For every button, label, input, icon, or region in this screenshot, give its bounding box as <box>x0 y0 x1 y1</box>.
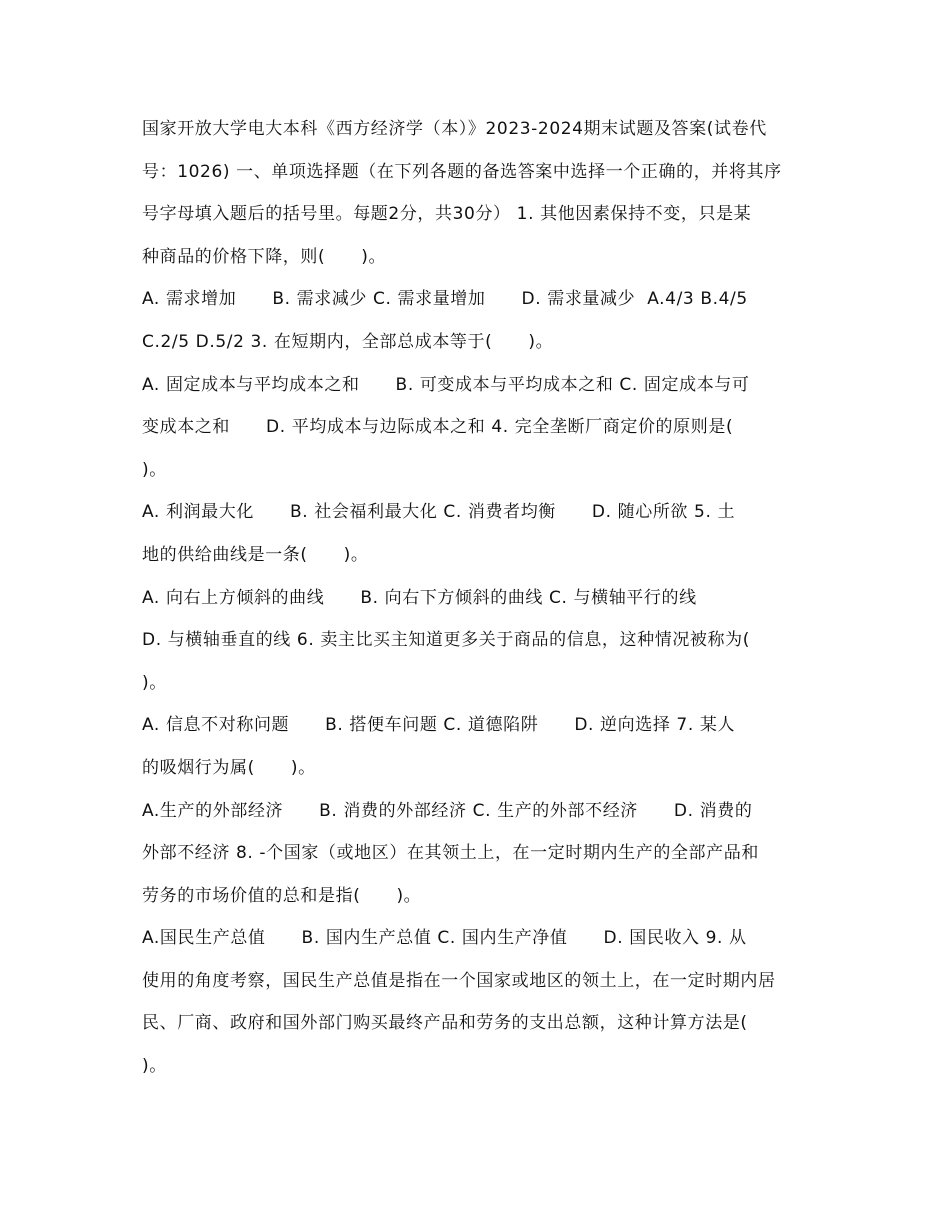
text-line: 号：1026) 一、单项选择题（在下列各题的备选答案中选择一个正确的，并将其序 <box>142 161 782 182</box>
text-line: )。 <box>142 672 167 693</box>
text-line: C.2/5 D.5/2 3. 在短期内，全部总成本等于( )。 <box>142 331 554 352</box>
document-body <box>142 108 814 1088</box>
text-line: )。 <box>142 1056 167 1077</box>
text-line: A. 向右上方倾斜的曲线 B. 向右下方倾斜的曲线 C. 与横轴平行的线 <box>142 587 697 608</box>
text-line: A.国民生产总值 B. 国内生产总值 C. 国内生产净值 D. 国民收入 9. 从 <box>142 928 747 949</box>
text-line: A. 信息不对称问题 B. 搭便车问题 C. 道德陷阱 D. 逆向选择 7. 某人 <box>142 715 736 736</box>
text-line: 号字母填入题后的括号里。每题2分，共30分） 1. 其他因素保持不变，只是某 <box>142 204 752 225</box>
text-line: A. 利润最大化 B. 社会福利最大化 C. 消费者均衡 D. 随心所欲 5. 土 <box>142 502 736 523</box>
text-line: D. 与横轴垂直的线 6. 卖主比买主知道更多关于商品的信息，这种情况被称为( <box>142 630 750 651</box>
text-line: 外部不经济 8. -个国家（或地区）在其领土上，在一定时期内生产的全部产品和 <box>142 843 759 864</box>
text-line: 劳务的市场价值的总和是指( )。 <box>142 885 422 906</box>
text-line: 种商品的价格下降，则( )。 <box>142 246 387 267</box>
text-line: A.生产的外部经济 B. 消费的外部经济 C. 生产的外部不经济 D. 消费的 <box>142 800 753 821</box>
text-line: )。 <box>142 459 167 480</box>
text-line: 民、厂商、政府和国外部门购买最终产品和劳务的支出总额，这种计算方法是( <box>142 1013 748 1034</box>
text-line: 变成本之和 D. 平均成本与边际成本之和 4. 完全垄断厂商定价的原则是( <box>142 417 734 438</box>
text-line: 的吸烟行为属( )。 <box>142 757 316 778</box>
text-line: A. 固定成本与平均成本之和 B. 可变成本与平均成本之和 C. 固定成本与可 <box>142 374 750 395</box>
text-line: 地的供给曲线是一条( )。 <box>142 544 369 565</box>
text-line: 使用的角度考察，国民生产总值是指在一个国家或地区的领土上，在一定时期内居 <box>142 970 776 991</box>
text-line: A. 需求增加 B. 需求减少 C. 需求量增加 D. 需求量减少 A.4/3 B.4/5 <box>142 289 748 310</box>
text-line: 国家开放大学电大本科《西方经济学（本）》2023-2024期末试题及答案(试卷代 <box>142 119 767 139</box>
